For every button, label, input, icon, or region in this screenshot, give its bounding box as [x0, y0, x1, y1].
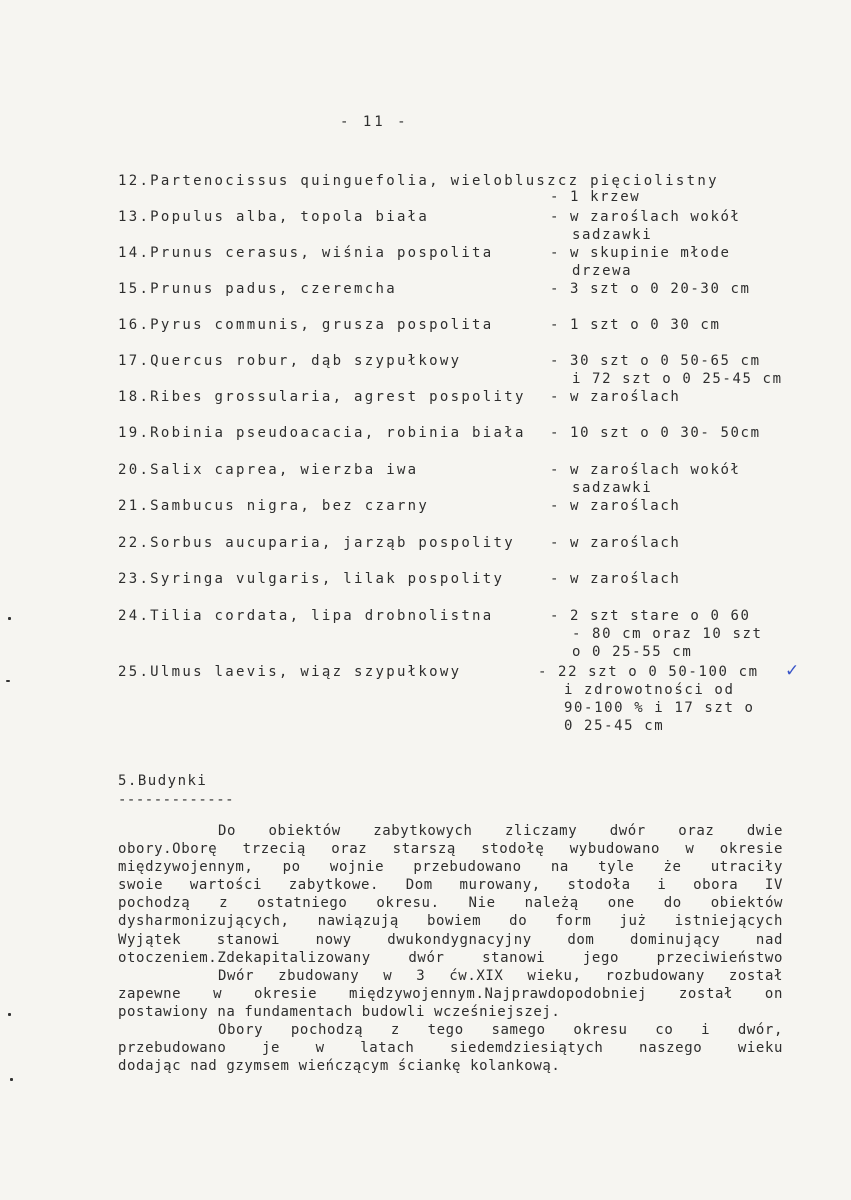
checkmark-icon: ✓: [785, 661, 800, 681]
description-line: - w zaroślach: [550, 535, 681, 551]
margin-mark: [10, 1078, 13, 1081]
species-description: [550, 388, 850, 406]
species-description: [550, 280, 850, 298]
description-line: - 22 szt o 0 50-100 cm: [538, 664, 759, 680]
description-line: 0 25-45 cm: [564, 718, 665, 734]
species-description: [550, 424, 850, 442]
body-line: zapewne w okresie międzywojennym.Najprawdopodobniej został on: [118, 985, 783, 1002]
description-line: - 3 szt o 0 20-30 cm: [550, 281, 751, 297]
species-description: [550, 316, 850, 334]
body-line: Dwór zbudowany w 3 ćw.XIX wieku, rozbudowany został: [218, 967, 783, 984]
species-name: 23.Syringa vulgaris, lilak pospolity: [118, 571, 505, 587]
description-line: i zdrowotności od: [564, 682, 735, 698]
section-body: [118, 822, 783, 1075]
heading-underline: -------------: [118, 792, 235, 808]
description-line: 90-100 % i 17 szt o: [564, 700, 755, 716]
species-description: [550, 607, 850, 661]
body-line: otoczeniem.Zdekapitalizowany dwór stanowi jego przeciwieństwo: [118, 949, 783, 966]
body-line: Wyjątek stanowi nowy dwukondygnacyjny dom dominujący nad: [118, 931, 783, 948]
description-line: - 80 cm oraz 10 szt: [572, 626, 763, 642]
margin-mark: [8, 617, 11, 620]
species-name: 18.Ribes grossularia, agrest pospolity: [118, 389, 526, 405]
body-line: pochodzą z ostatniego okresu. Nie należą one do obiektów: [118, 895, 783, 912]
section-heading: 5.Budynki: [118, 773, 208, 789]
species-description: [550, 188, 850, 206]
margin-mark: [6, 680, 10, 682]
species-name: 22.Sorbus aucuparia, jarząb pospolity: [118, 535, 515, 551]
description-line: - w zaroślach: [550, 571, 681, 587]
body-line: Obory pochodzą z tego samego okresu co i dwór,: [218, 1022, 783, 1039]
description-line: - w zaroślach wokół: [550, 209, 741, 225]
body-line: obory.Oborę trzecią oraz starszą stodołę wybudowano w okresie: [118, 841, 783, 858]
body-line: Do obiektów zabytkowych zliczamy dwór oraz dwie: [218, 823, 783, 839]
description-line: drzewa: [572, 263, 633, 279]
species-name: 15.Prunus padus, czeremcha: [118, 281, 397, 297]
description-line: sadzawki: [572, 480, 653, 496]
species-description: [550, 570, 850, 588]
body-line: swoie wartości zabytkowe. Dom murowany, stodoła i obora IV: [118, 877, 783, 894]
description-line: - w zaroślach: [550, 389, 681, 405]
page-number: - 11 -: [340, 114, 409, 130]
species-description: [550, 352, 850, 388]
species-name: 12.Partenocissus quinguefolia, wielobluszcz pięciolistny: [118, 173, 719, 189]
species-name: 17.Quercus robur, dąb szypułkowy: [118, 353, 462, 369]
description-line: sadzawki: [572, 227, 653, 243]
description-line: - 10 szt o 0 30- 50cm: [550, 425, 761, 441]
description-line: - w zaroślach: [550, 498, 681, 514]
description-line: - 30 szt o 0 50-65 cm: [550, 353, 761, 369]
species-description: [550, 208, 850, 244]
species-description: [550, 461, 850, 497]
description-line: - w skupinie młode: [550, 245, 731, 261]
description-line: - 1 krzew: [550, 189, 641, 205]
body-line: dysharmonizujących, nawiązują bowiem do form już istniejących: [118, 913, 783, 930]
species-name: 25.Ulmus laevis, wiąz szypułkowy: [118, 664, 462, 680]
species-name: 13.Populus alba, topola biała: [118, 209, 430, 225]
description-line: o 0 25-55 cm: [572, 644, 693, 660]
description-line: - 2 szt stare o 0 60: [550, 608, 751, 624]
species-name: 24.Tilia cordata, lipa drobnolistna: [118, 608, 494, 624]
species-description: [550, 244, 850, 280]
body-line: dodając nad gzymsem wieńczącym ściankę kolankową.: [118, 1058, 561, 1075]
species-name: 19.Robinia pseudoacacia, robinia biała: [118, 425, 526, 441]
species-name: 16.Pyrus communis, grusza pospolita: [118, 317, 494, 333]
body-line: postawiony na fundamentach budowli wcześniejszej.: [118, 1003, 561, 1020]
description-line: i 72 szt o 0 25-45 cm: [572, 371, 783, 387]
species-name: 14.Prunus cerasus, wiśnia pospolita: [118, 245, 494, 261]
margin-mark: [8, 1013, 11, 1016]
species-name: 20.Salix caprea, wierzba iwa: [118, 462, 419, 478]
body-line: przebudowano je w latach siedemdziesiątych naszego wieku: [118, 1040, 783, 1057]
description-line: - w zaroślach wokół: [550, 462, 741, 478]
species-description: [550, 534, 850, 552]
body-line: międzywojennym, po wojnie przebudowano na tyle że utraciły: [118, 859, 783, 876]
species-description: [550, 497, 850, 515]
description-line: - 1 szt o 0 30 cm: [550, 317, 721, 333]
species-name: 21.Sambucus nigra, bez czarny: [118, 498, 430, 514]
